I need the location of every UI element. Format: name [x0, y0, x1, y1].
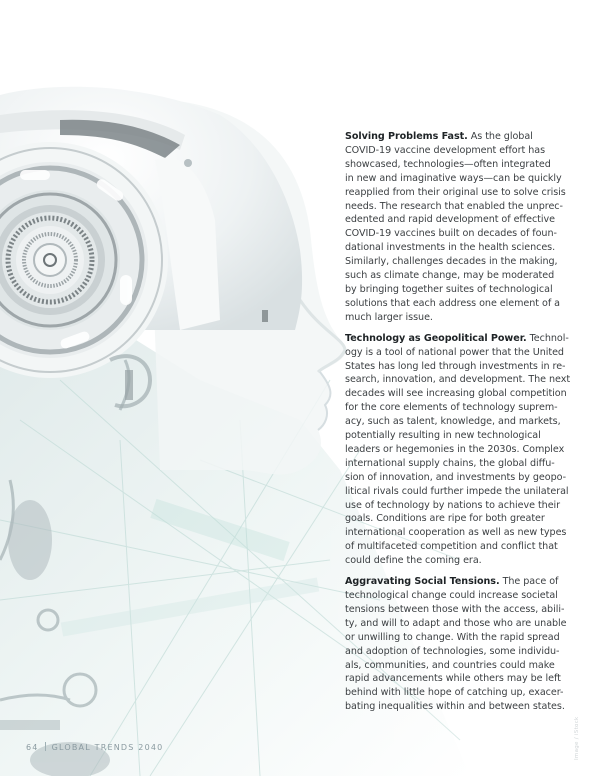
section-solving-problems-fast: Solving Problems Fast. As the global COVID-19 vaccine development effort has showcased, technologies—often integrated in new and imaginative ways—can be quickly reapplied from their original use to solve crisis needs. The research that enabled the unprec- edented and rapid development of effective COVID-19 vaccines built on decades of foun- dational investments in the health sciences. Similarly, challenges decades in the making, such as climate change, may be moderated by bringing together suites of technological solutions that each address one element of a much larger issue. — [345, 131, 566, 323]
section-technology-geopolitical-power: Technology as Geopolitical Power. Technol- ogy is a tool of national power that the United States has long led through investments in re- search, innovation, and development. The next decades will see increasing global competition for the core elements of technology suprem- acy, such as talent, knowledge, and markets, potentially resulting in new technological leaders or hegemonies in the 2030s. Complex international supply chains, the global diffu- sion of innovation, and investments by geopo- litical rivals could further impede the unilateral use of technology by nations to achieve their goals. Conditions are ripe for both greater international cooperation as well as new types of multifaceted competition and conflict that could define the coming era. — [345, 332, 571, 567]
image-credit: Image / iStock — [574, 716, 580, 760]
page-number: 64 — [26, 743, 39, 752]
publication-title: GLOBAL TRENDS 2040 — [51, 743, 164, 752]
section-heading: Solving Problems Fast. — [345, 131, 468, 142]
section-heading: Aggravating Social Tensions. — [345, 576, 500, 588]
section-heading: Technology as Geopolitical Power. — [345, 332, 527, 344]
article-body — [345, 130, 577, 721]
section-aggravating-social-tensions: Aggravating Social Tensions. The pace of technological change could increase societal tensions between those with the access, abili- ty, and will to adapt and those who are unable or unwilling to change. With the rapid spread and adoption of technologies, some individu- als, communities, and countries could make rapid advancements while others may be left behind with little hope of catching up, exacer- bating inequalities within and between states. — [345, 576, 567, 713]
footer-divider — [45, 742, 46, 751]
page-footer — [26, 742, 163, 752]
